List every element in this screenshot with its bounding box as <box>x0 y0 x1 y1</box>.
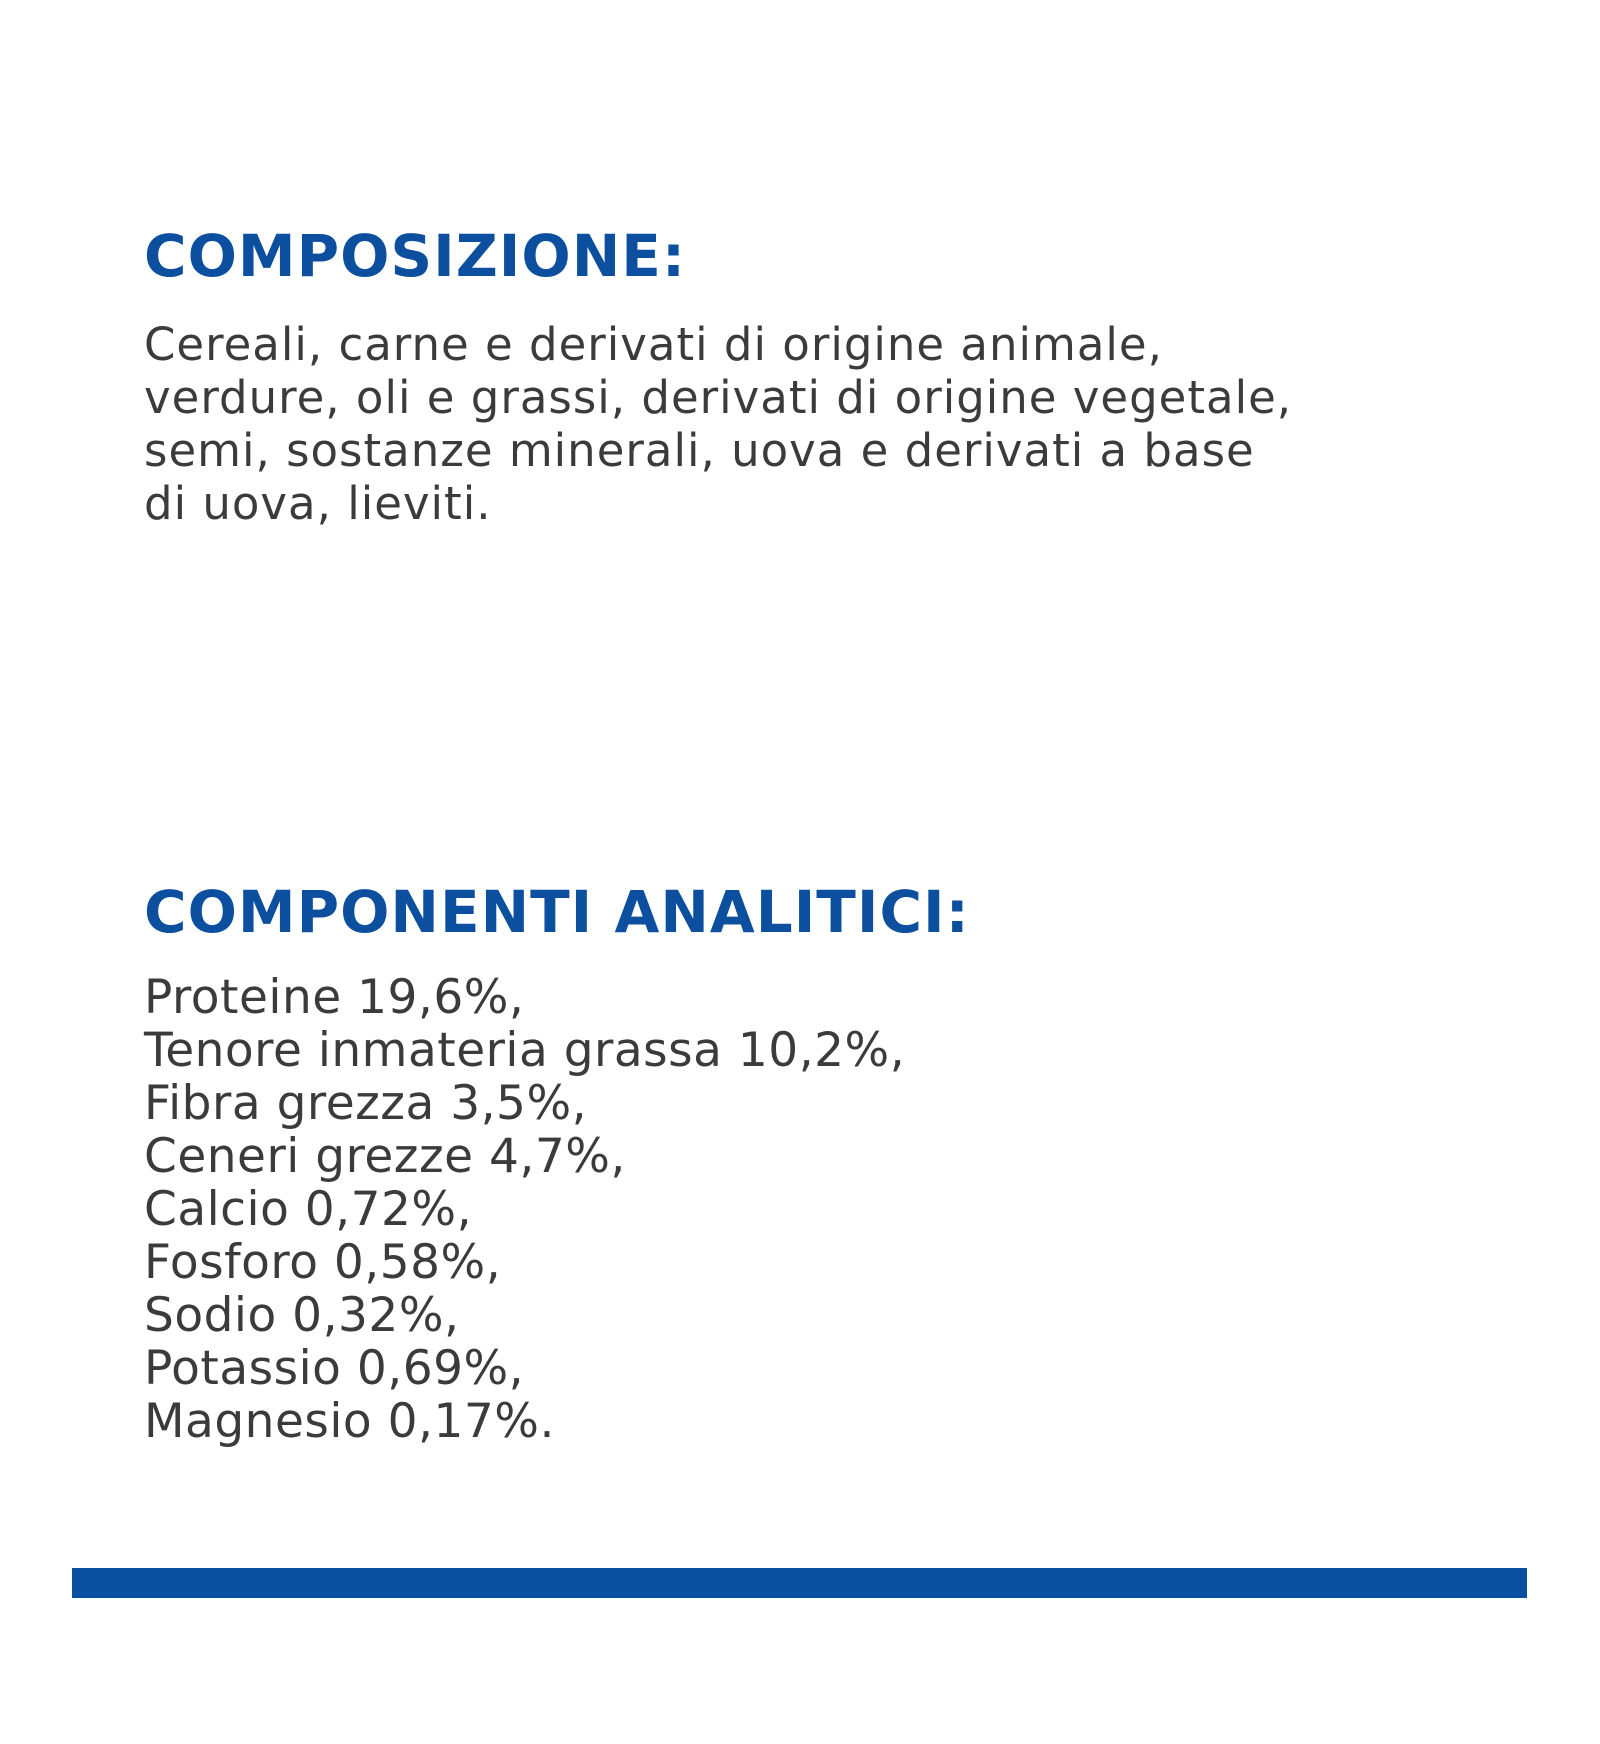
analytic-item: Ceneri grezze 4,7%, <box>144 1129 626 1184</box>
composition-text <box>144 318 1404 530</box>
composition-line: di uova, lieviti. <box>144 477 492 530</box>
analytic-item: Magnesio 0,17%. <box>144 1394 555 1449</box>
composition-line: Cereali, carne e derivati di origine animale, <box>144 318 1163 371</box>
composition-line: semi, sostanze minerali, uova e derivati a base <box>144 424 1255 477</box>
composition-title: COMPOSIZIONE: <box>144 222 687 290</box>
composition-line: verdure, oli e grassi, derivati di origine vegetale, <box>144 371 1293 424</box>
analytic-item: Proteine 19,6%, <box>144 970 525 1025</box>
analytic-item: Fosforo 0,58%, <box>144 1235 502 1290</box>
analytic-item: Potassio 0,69%, <box>144 1341 525 1396</box>
footer-divider-bar <box>72 1568 1527 1598</box>
analytic-item: Calcio 0,72%, <box>144 1182 473 1237</box>
analytic-item: Fibra grezza 3,5%, <box>144 1076 588 1131</box>
analytical-components-list <box>144 971 905 1448</box>
analytical-components-title: COMPONENTI ANALITICI: <box>144 878 970 946</box>
analytic-item: Tenore inmateria grassa 10,2%, <box>144 1023 906 1078</box>
analytic-item: Sodio 0,32%, <box>144 1288 460 1343</box>
